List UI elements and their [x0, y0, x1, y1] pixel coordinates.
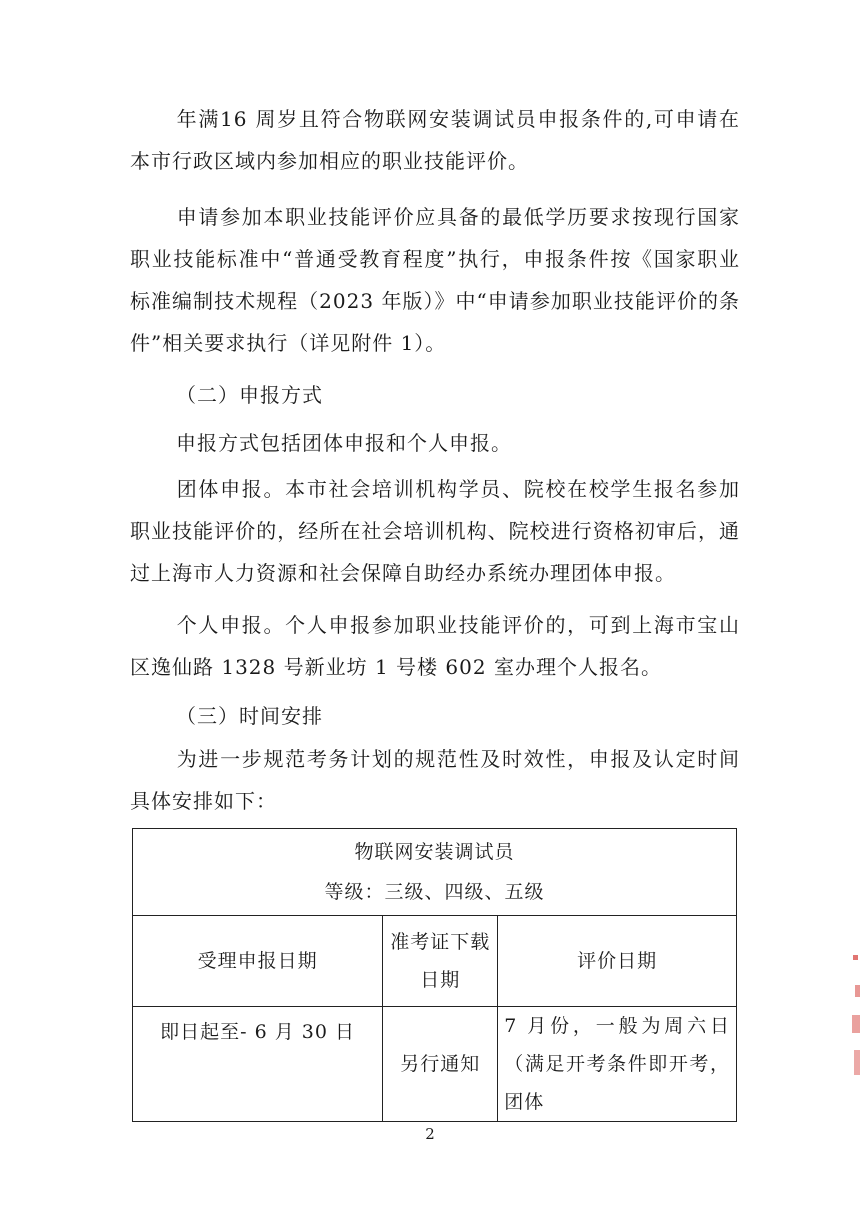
- edge-stamp-mark: [850, 955, 860, 1085]
- cell-ticket-date: 另行通知: [383, 1007, 498, 1122]
- section-heading-schedule: [130, 695, 740, 737]
- table-row: [133, 1007, 737, 1122]
- table-title-row: [133, 829, 737, 916]
- heading-text: （三）时间安排: [176, 704, 323, 728]
- paragraph-text: 团体申报。本市社会培训机构学员、院校在校学生报名参加职业技能评价的，经所在社会培训机构、院校进行资格初审后，通过上海市人力资源和社会保障自助经办系统办理团体申报。: [130, 477, 740, 585]
- paragraph-application-types: [130, 422, 740, 464]
- page-number: 2: [425, 1125, 435, 1143]
- table-header-row: [133, 916, 737, 1007]
- paragraph-text: 为进一步规范考务计划的规范性及时效性，申报及认定时间具体安排如下：: [130, 747, 740, 813]
- paragraph-text: 年满16 周岁且符合物联网安装调试员申报条件的,可申请在本市行政区域内参加相应的职业技能评价。: [130, 107, 740, 173]
- occupation-title: 物联网安装调试员: [354, 841, 515, 863]
- paragraph-schedule-intro: [130, 738, 740, 822]
- paragraph-text: 申报方式包括团体申报和个人申报。: [176, 431, 512, 455]
- paragraph-text: 申请参加本职业技能评价应具备的最低学历要求按现行国家职业技能标准中“普通受教育程度”执行，申报条件按《国家职业标准编制技术规程（2023 年版）》中“申请参加职业技能评价的条件”相关要求执行（详见附件 1）。: [130, 205, 740, 355]
- table-title-cell: [133, 829, 737, 916]
- heading-text: （二）申报方式: [176, 383, 323, 407]
- header-apply-date: 受理申报日期: [133, 916, 383, 1007]
- paragraph-text: 个人申报。个人申报参加职业技能评价的，可到上海市宝山区逸仙路 1328 号新业坊 1 号楼 602 室办理个人报名。: [130, 613, 740, 679]
- cell-apply-date: 即日起至- 6 月 30 日: [133, 1007, 383, 1122]
- paragraph-age-requirement: [130, 98, 740, 182]
- cell-eval-date: 7 月份，一般为周六日（满足开考条件即开考，团体: [498, 1007, 737, 1122]
- header-eval-date: 评价日期: [498, 916, 737, 1007]
- schedule-table: [132, 828, 737, 1122]
- paragraph-education-requirement: [130, 196, 740, 364]
- paragraph-group-application: [130, 468, 740, 594]
- paragraph-individual-application: [130, 604, 740, 688]
- stamp-fragment-icon: [850, 955, 860, 1085]
- section-heading-application-method: [130, 374, 740, 416]
- header-ticket-date: 准考证下载日期: [383, 916, 498, 1007]
- level-text: 等级：三级、四级、五级: [324, 881, 545, 903]
